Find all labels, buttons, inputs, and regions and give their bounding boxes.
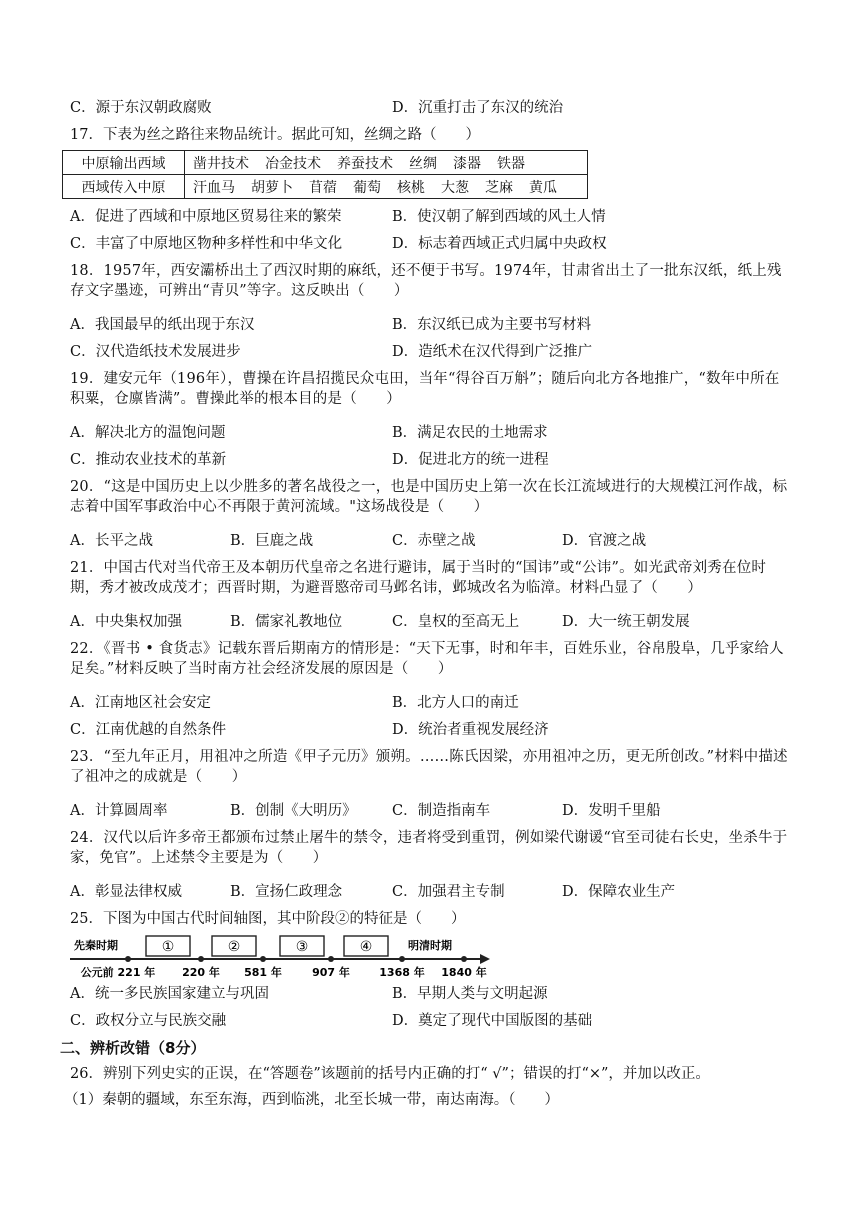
q18-option-c: C．汉代造纸技术发展进步 (70, 344, 241, 360)
q25-option-a: A．统一多民族国家建立与巩固 (70, 986, 269, 1002)
q22-option-a: A．江南地区社会安定 (70, 695, 211, 711)
q18-option-b: B．东汉纸已成为主要书写材料 (392, 317, 592, 333)
q19-option-b: B．满足农民的土地需求 (392, 425, 548, 441)
tick-dot (328, 956, 334, 962)
q26-item-1: （1）秦朝的疆域，东至东海，西到临洮，北至长城一带，南达南海。（ ） (64, 1092, 559, 1108)
q21-option-b: B．儒家礼教地位 (230, 614, 343, 630)
q17-option-b: B．使汉朝了解到西域的风土人情 (392, 209, 606, 225)
table-cell: 漆器 (453, 155, 481, 172)
q23-option-d: D．发明千里船 (562, 803, 661, 819)
q25-option-c: C．政权分立与民族交融 (70, 1013, 227, 1029)
q16-option-d: D．沉重打击了东汉的统治 (392, 100, 564, 116)
q24-option-c: C．加强君主专制 (392, 884, 505, 900)
q22-option-d: D．统治者重视发展经济 (392, 722, 549, 738)
table-cell: 汗血马 (193, 179, 235, 196)
table-cell: 养蚕技术 (337, 155, 393, 172)
tick-label: 581 年 (244, 966, 282, 979)
tick-label: 907 年 (312, 966, 350, 979)
table-cell: 葡萄 (353, 179, 381, 196)
table-row (63, 175, 588, 199)
tick-label: 公元前 221 年 (80, 966, 156, 979)
q17-option-c: C．丰富了中原地区物种多样性和中华文化 (70, 236, 343, 252)
q19-option-a: A．解决北方的温饱问题 (70, 425, 226, 441)
section-title: 二、辨析改错（8分） (60, 1039, 206, 1057)
q20-option-a: A．长平之战 (70, 533, 153, 549)
table-cell: 大葱 (441, 179, 469, 196)
row2-head: 西域传入中原 (63, 175, 185, 199)
q26-stem: 26．辨别下列史实的正误，在“答题卷”该题前的括号内正确的打“ √”；错误的打“×”，并加以改正。 (70, 1066, 710, 1082)
q24-option-a: A．彰显法律权威 (70, 884, 182, 900)
q25-option-b: B．早期人类与文明起源 (392, 986, 548, 1002)
timeline-end-label: 明清时期 (408, 939, 452, 952)
q21-stem: 21．中国古代对当代帝王及本朝历代皇帝之名进行避讳，属于当时的“国讳”或“公讳”。如光武帝刘秀在位时期，秀才被改成茂才；西晋时期，为避晋愍帝司马邺名讳，邺城改名为临漳。材料凸显了（ ） (70, 560, 767, 596)
row2-items (185, 175, 588, 199)
q18-option-d: D．造纸术在汉代得到广泛推广 (392, 344, 593, 360)
q23-option-c: C．制造指南车 (392, 803, 491, 819)
q21-option-c: C．皇权的至高无上 (392, 614, 520, 630)
table-cell: 冶金技术 (265, 155, 321, 172)
silk-road-table (62, 150, 588, 199)
q21-option-a: A．中央集权加强 (70, 614, 182, 630)
stage-1-label: ① (161, 939, 175, 955)
tick-label: 1840 年 (441, 966, 487, 979)
timeline-start-label: 先秦时期 (74, 939, 118, 952)
tick-label: 220 年 (182, 966, 220, 979)
table-cell: 铁器 (497, 155, 525, 172)
q17-option-d: D．标志着西域正式归属中央政权 (392, 236, 607, 252)
q19-stem: 19．建安元年（196年），曹操在许昌招揽民众屯田，当年“得谷百万斛”；随后向北方各地推广，“数年中所在积粟，仓廪皆满”。曹操此举的根本目的是（ ） (70, 371, 780, 407)
table-cell: 丝绸 (409, 155, 437, 172)
q20-option-b: B．巨鹿之战 (230, 533, 314, 549)
q22-stem: 22．《晋书 • 食货志》记载东晋后期南方的情形是：“天下无事，时和年丰，百姓乐业，谷帛殷阜，几乎家给人足矣。”材料反映了当时南方社会经济发展的原因是（ ） (70, 641, 784, 677)
q25-stem: 25．下图为中国古代时间轴图，其中阶段②的特征是（ ） (70, 911, 466, 927)
tick-dot (125, 956, 131, 962)
q24-option-b: B．宣扬仁政理念 (230, 884, 343, 900)
table-cell: 黄瓜 (529, 179, 557, 196)
row1-head: 中原输出西域 (63, 151, 185, 175)
table-cell: 芝麻 (485, 179, 513, 196)
q20-option-d: D．官渡之战 (562, 533, 647, 549)
q19-option-c: C．推动农业技术的革新 (70, 452, 227, 468)
q23-stem: 23．“至九年正月，用祖冲之所造《甲子元历》颁朔。……陈氏因梁，亦用祖冲之历，更无所创改。”材料中描述了祖冲之的成就是（ ） (70, 749, 788, 785)
timeline-diagram (66, 933, 496, 981)
table-cell: 核桃 (397, 179, 425, 196)
table-cell: 胡萝卜 (251, 179, 293, 196)
q17-stem: 17．下表为丝之路往来物品统计。据此可知，丝绸之路（ ） (70, 127, 480, 143)
tick-dot (399, 956, 405, 962)
q20-option-c: C．赤壁之战 (392, 533, 476, 549)
stage-2-label: ② (227, 939, 241, 955)
table-cell: 凿井技术 (193, 155, 249, 172)
q24-stem: 24．汉代以后许多帝王都颁布过禁止屠牛的禁令，违者将受到重罚，例如梁代谢谖“官至司徒右长史，坐杀牛于家，免官”。上述禁令主要是为（ ） (70, 830, 788, 866)
tick-dot (260, 956, 266, 962)
stage-4-label: ④ (359, 939, 373, 955)
table-cell: 苜蓿 (309, 179, 337, 196)
q20-stem: 20．“这是中国历史上以少胜多的著名战役之一，也是中国历史上第一次在长江流域进行的大规模江河作战，标志着中国军事政治中心不再限于黄河流域。"这场战役是（ ） (70, 479, 788, 515)
q22-option-b: B．北方人口的南迁 (392, 695, 519, 711)
q23-option-a: A．计算圆周率 (70, 803, 168, 819)
stage-3-label: ③ (295, 939, 309, 955)
q23-option-b: B．创制《大明历》 (230, 803, 357, 819)
q21-option-d: D．大一统王朝发展 (562, 614, 690, 630)
q17-option-a: A．促进了西域和中原地区贸易往来的繁荣 (70, 209, 342, 225)
q25-option-d: D．奠定了现代中国版图的基础 (392, 1013, 593, 1029)
q18-option-a: A．我国最早的纸出现于东汉 (70, 317, 255, 333)
tick-dot (461, 956, 467, 962)
table-row (63, 151, 588, 175)
q19-option-d: D．促进北方的统一进程 (392, 452, 549, 468)
q16-option-c: C．源于东汉朝政腐败 (70, 100, 212, 116)
tick-label: 1368 年 (379, 966, 425, 979)
tick-dot (198, 956, 204, 962)
row1-items (185, 151, 588, 175)
q24-option-d: D．保障农业生产 (562, 884, 676, 900)
q22-option-c: C．江南优越的自然条件 (70, 722, 227, 738)
q18-stem: 18．1957年，西安灞桥出土了西汉时期的麻纸，还不便于书写。1974年，甘肃省出土了一批东汉纸，纸上残存文字墨迹，可辨出“青贝”等字。这反映出（ ） (70, 263, 782, 299)
